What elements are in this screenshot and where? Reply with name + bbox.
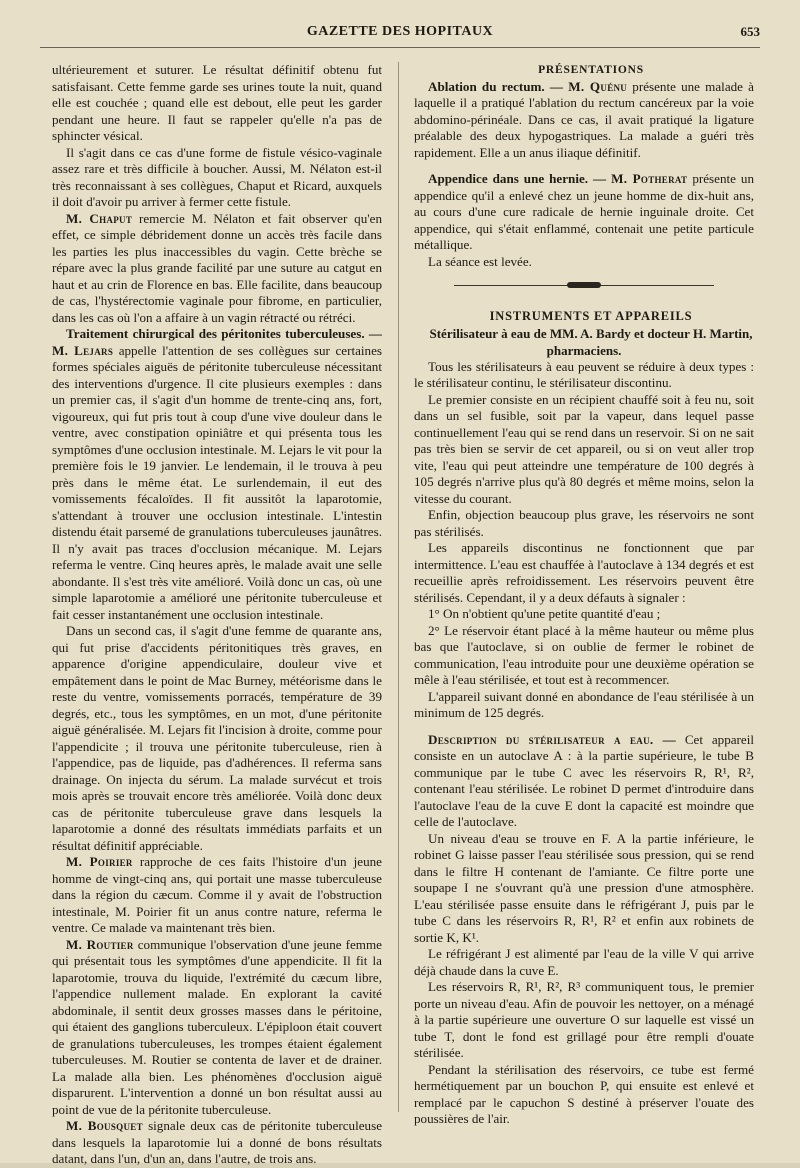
right-column [414, 62, 754, 1128]
page-number: 653 [740, 24, 760, 39]
speaker-name: M. Lejars [52, 342, 114, 358]
subsection-heading: Description du stérilisateur a eau. — [428, 731, 676, 747]
paragraph [414, 732, 754, 831]
speaker-name: M. Potherat [611, 171, 688, 186]
paragraph-title: Appendice dans une hernie. — [428, 171, 607, 186]
paragraph [52, 854, 382, 937]
paragraph: La séance est levée. [428, 253, 532, 269]
article-title: Stérilisateur à eau de MM. A. Bardy et docteur H. Martin, pharmaciens. [429, 325, 753, 358]
paragraph [52, 326, 382, 623]
left-column [52, 62, 382, 1168]
section-heading-instruments: INSTRUMENTS ET APPAREILS [489, 309, 693, 323]
speaker-name: M. Quénu [568, 78, 628, 94]
speaker-name: M. Routier [66, 936, 134, 952]
paragraph: 1° On n'obtient qu'une petite quantité d'eau ; [428, 606, 661, 621]
paragraph: Les réservoirs R, R¹, R², R³ communiquent tous, le premier porte un niveau d'eau. Afin de pouvoir les nettoyer, on a ménagé à la partie supérieure une ouverture O sur laquelle est vissé un tube T, dont le fond est grillagé pour être rempli d'ouate stérilisée. [414, 979, 754, 1060]
speaker-name: M. Bousquet [66, 1118, 143, 1133]
paragraph: 2° Le réservoir étant placé à la même hauteur ou même plus bas que l'autoclave, si on oublie de fermer le robinet de communication, l'eau introduite pour une deuxième opération se mêle à l'eau stérilisée, et tout est à recommencer. [414, 622, 754, 687]
paragraph-text: Cet appareil consiste en un autoclave A : à la partie supérieure, le tube B communique par le tube C avec les réservoirs R, R¹, R², contenant l'eau stérilisée. Le robinet D permet d'introduire dans l'autoclave l'eau de la cuve E dont la capacité est moindre que celle de l'autoclave. [414, 731, 754, 829]
speaker-name: M. Chaput [66, 210, 133, 226]
paragraph-title: Ablation du rectum. — [428, 78, 563, 94]
paragraph: Le premier consiste en un récipient chauffé soit à feu nu, soit dans un sel fusible, soit par la vapeur, dans lequel passe continuellement l'eau qui se rend dans un reservoir. Si on ne sait pas très bien se servir de cet appareil, ou si on veut aller trop vite, l'eau qui peut atteindre une température de 100 degrés à 105 degrés n'arrive plus qu'à 80 degrés et même moins, selon la vitesse du courant. [414, 391, 754, 506]
page-header [40, 24, 760, 46]
speaker-name: M. Poirier [66, 854, 133, 869]
paragraph: Le réfrigérant J est alimenté par l'eau de la ville V qui arrive déjà chaude dans la cuve E. [414, 946, 754, 978]
paragraph [414, 79, 754, 162]
paragraph: Pendant la stérilisation des réservoirs, ce tube est fermé hermétiquement par un bouchon P, qui ensuite est enlevé et remplacé par le capuchon S destiné à préserver l'ouate des poussières de l'air. [414, 1061, 754, 1126]
paragraph-text: rapproche de ces faits l'histoire d'un jeune homme de vingt-cinq ans, qui portait une masse tuberculeuse dans la région du cæcum. Comme il y avait de l'obstruction intestinale, M. Poirier fit un anus contre nature, referma le ventre. Ce malade va maintenant très bien. [52, 854, 382, 935]
paragraph-text: présente un appendice qu'il a enlevé chez un jeune homme de dix-huit ans, au cours d'une cure radicale de hernie inguinale droite. Cet appendice, qui s'était enflammé, contenait une petite particule métallique. [414, 171, 754, 252]
paragraph: Enfin, objection beaucoup plus grave, les réservoirs ne sont pas stérilisés. [414, 507, 754, 539]
paragraph: Il s'agit dans ce cas d'une forme de fistule vésico-vaginale assez rare et très difficile à boucher. Aussi, M. Nélaton est-il très reconnaissant à ses collègues, Chaput et Ricard, auxquels il doit d'avoir pu arriver à fermer cette fistule. [52, 144, 382, 209]
journal-title: GAZETTE DES HOPITAUX [306, 24, 494, 39]
column-divider [398, 62, 399, 1112]
section-heading-presentations: PRÉSENTATIONS [538, 64, 644, 76]
paragraph-text: appelle l'attention de ses collègues sur certaines formes spéciales aiguës de péritonite tuberculeuse nécessitant des interventions d'urgence. Il cite plusieurs exemples : dans un premier cas, il s'agit d'un homme de trente-cinq ans, fort, vigoureux, qui fut pris tout à coup d'une vive douleur dans le ventre, avec constipation opiniâtre et qui présenta tous les symptômes d'une occlusion intestinale. M. Lejars le vit pour la première fois le 19 janvier. Le lendemain, il le trouva à peu près dans le même état. Le surlendemain, il eut des vomissements fécaloïdes. Il fit aussitôt la laparotomie, s'attendant à trouver une occlusion intestinale. L'intestin distendu était parsemé de granulations tuberculeuses jaunâtres. Il n'y avait pas traces d'occlusion mécanique. M. Lejars referma le ventre. Cinq heures après, le malade avait une selle abondante. Il s'est très vite amélioré. Voilà donc un cas, où une simple laparotomie a amélioré une péritonite tuberculeuse et fait cesser instantanément une occlusion intestinale. [52, 342, 382, 622]
paragraph-title: Traitement chirurgical des péritonites tuberculeuses. — [66, 326, 382, 341]
paragraph: Dans un second cas, il s'agit d'une femme de quarante ans, qui fut prise d'accidents péritonitiques très graves, en apparence d'origine appendiculaire, douleur vive et empâtement dans le point de Mac Burney, météorisme dans le reste du ventre, vomissements porracés, température de 39 degrés, etc., tous les symptômes, en un mot, d'une péritonite aiguë généralisée. M. Lejars fit l'incision à droite, comme pour l'appendicite ; il trouva une péritonite tuberculeuse, rien à l'appendice, pas de liquide, pas d'adhérences. Il referma sans drainage. On injecta du sérum. La malade survécut et trois mois après se trouvait encore très améliorée. Voilà donc deux cas de péritonite tuberculeuse grave dans lesquels la laparotomie a donné des résultats immédiats parfaits et un résultat définitif appréciable. [52, 623, 382, 853]
paragraph: Les appareils discontinus ne fonctionnent que par intermittence. L'eau est chauffée à l'autoclave à 134 degrés et est recueillie après refroidissement. Les réservoirs peuvent être stérilisés. Cependant, il y a deux défauts à signaler : [414, 540, 754, 605]
paragraph-text: remercie M. Nélaton et fait observer qu'en effet, ce simple débridement donne un accès très facile dans les parties les plus inaccessibles du vagin. Cette brèche se répare avec la plus grande facilité par une suture au catgut en haut et au crin de Florence en bas. Elle facilite, dans beaucoup de cas, l'hystérectomie vaginale pour fibrome, en particulier, dans les cas où l'on a affaire à un vagin rétracté ou rétréci. [52, 210, 382, 325]
paragraph [52, 211, 382, 327]
paragraph-text: communique l'observation d'une jeune femme qui présentait tous les symptômes d'une appendicite. Il fit la laparotomie, trouva du liquide, l'extrémité du cæcum libre, l'appendice nullement malade. En explorant la cavité abdominale, il sentit deux grosses masses dans le péritoine, qui étaient des ganglions tuberculeux. L'épiploon était couvert de granulations tuberculeuses, les trompes étaient également tuberculeuses. M. Routier se contenta de laver et de drainer. La malade alla bien. Les phénomènes d'occlusion aiguë disparurent. L'intervention a donné un bon résultat aussi au point de vue de la péritonite tuberculeuse. [52, 936, 382, 1117]
paragraph [52, 1118, 382, 1168]
paragraph: L'appareil suivant donné en abondance de l'eau stérilisée à un minimum de 125 degrés. [414, 688, 754, 720]
ornamental-separator [414, 278, 754, 292]
paragraph-text: signale deux cas de péritonite tuberculeuse dans lesquels la laparotomie lui a donné de bons résultats datant, dans l'un, d'un an, dans l'autre, de trois ans. [52, 1118, 383, 1166]
header-rule [40, 47, 760, 48]
paragraph: Tous les stérilisateurs à eau peuvent se réduire à deux types : le stérilisateur continu, le stérilisateur discontinu. [414, 358, 754, 390]
paragraph [52, 937, 382, 1119]
paragraph: ultérieurement et suturer. Le résultat définitif obtenu fut satisfaisant. Cette femme garde ses urines toute la nuit, quand elle est couchée ; quand elle est debout, elle peut les garder pendant une heure. Il faut se rappeler qu'elle n'a pas de sphincter vésical. [52, 62, 382, 143]
paragraph [414, 171, 754, 254]
paragraph: Un niveau d'eau se trouve en F. A la partie inférieure, le robinet G laisse passer l'eau stérilisée sous pression, qui se rend dans le filtre H contenant de l'amiante. Ce filtre porte une soupape I ne s'ouvrant qu'à une pression d'une atmosphère. L'eau stérilisée passe ensuite dans le réfrigérant J, puis par le tube C dans les réservoirs R, R¹, R² et enfin aux robinets de sortie K, K¹. [414, 830, 754, 945]
paragraph-text: présente une malade à laquelle il a pratiqué l'ablation du rectum cancéreux par la voie abdomino-périnéale. Dans ce cas, il avait pratiqué la ligature préalable des deux hypogastriques. La malade a guéri très rapidement. Elle a un anus iliaque définitif. [414, 78, 754, 160]
